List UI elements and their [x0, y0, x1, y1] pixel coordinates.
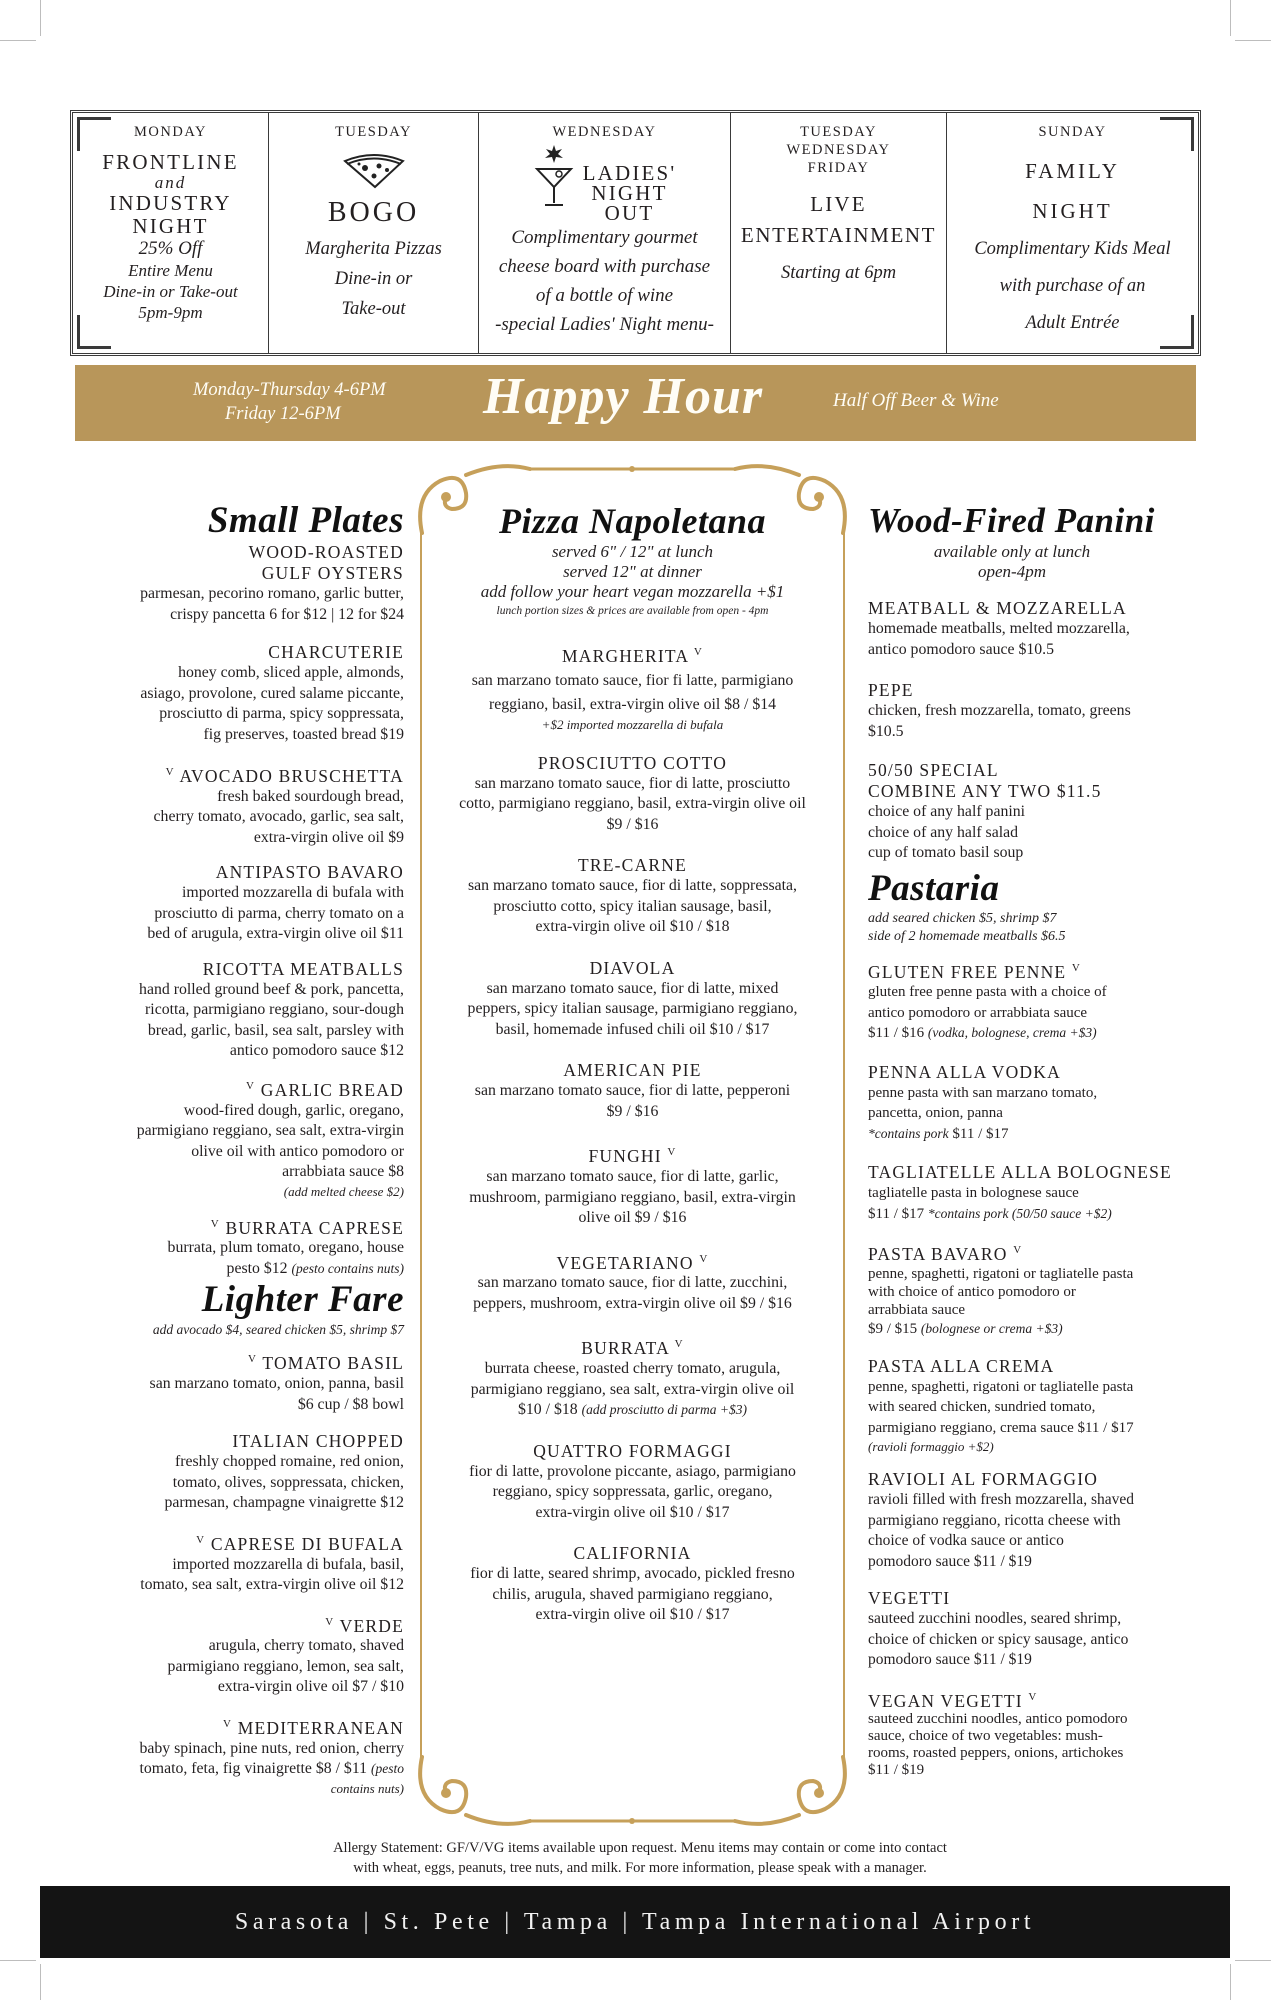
item-name: TOMATO BASIL: [262, 1353, 404, 1374]
menu-item: [90, 1612, 404, 1698]
special-title-line: FAMILY: [1025, 159, 1120, 183]
item-name: AMERICAN PIE: [563, 1060, 702, 1081]
item-note: (pesto contains nuts): [291, 1260, 404, 1276]
item-description: extra-virgin olive oil $10 / $18: [535, 918, 730, 936]
special-day: FRIDAY: [807, 160, 870, 176]
item-name: MEATBALL & MOZZARELLA: [868, 598, 1127, 618]
section-note: side of 2 homemade meatballs $6.5: [868, 928, 1066, 944]
special-day: SUNDAY: [1038, 124, 1107, 140]
item-description: fior di latte, provolone piccante, asiago, parmigiano: [469, 1462, 796, 1480]
menu-item: [90, 862, 404, 945]
item-description: $10 / $18: [518, 1401, 578, 1419]
item-description: tomato, olives, soppressata, chicken,: [172, 1473, 404, 1491]
crop-mark: [1230, 1964, 1231, 2000]
item-name: PENNA ALLA VODKA: [868, 1061, 1061, 1082]
item-note: (add prosciutto di parma +$3): [581, 1402, 747, 1418]
menu-item: [868, 1356, 1186, 1456]
special-live-entertainment: [731, 113, 947, 353]
item-description: fresh baked sourdough bread,: [217, 787, 404, 805]
happy-hour-times: [193, 378, 386, 426]
item-description: san marzano tomato sauce, fior di latte, prosciutto: [474, 774, 791, 792]
item-name: TAGLIATELLE ALLA BOLOGNESE: [868, 1162, 1172, 1183]
happy-hour-time-line: Friday 12-6PM: [225, 404, 341, 424]
menu-item: [90, 642, 404, 745]
menu-item: [90, 1714, 404, 1797]
item-name: AVOCADO BRUSCHETTA: [179, 765, 404, 786]
gold-frame-line: [843, 515, 845, 1765]
allergy-line: with wheat, eggs, peanuts, tree nuts, and milk. For more information, please speak with a manager.: [353, 1860, 927, 1876]
special-wednesday: [479, 113, 731, 353]
item-name: BURRATA CAPRESE: [225, 1217, 404, 1238]
menu-item: [90, 1431, 404, 1514]
item-description: burrata cheese, roasted cherry tomato, arugula,: [484, 1360, 781, 1378]
section-note: lunch portion sizes & prices are available from open - 4pm: [496, 605, 769, 617]
allergy-line: Allergy Statement: GF/V/VG items available upon request. Menu items may contain or come into contact: [333, 1840, 947, 1856]
scroll-ornament-bottom: [400, 1745, 865, 1835]
vegetarian-mark: V: [1071, 961, 1082, 974]
vegetarian-mark: V: [1028, 1690, 1038, 1703]
special-day: WEDNESDAY: [786, 142, 891, 158]
menu-item: [868, 1162, 1186, 1224]
item-description: $9 / $16: [606, 815, 659, 833]
item-description: parmesan, champagne vinaigrette $12: [164, 1494, 404, 1512]
menu-item: [90, 542, 404, 625]
item-name: VERDE: [339, 1615, 404, 1636]
item-description: antico pomodoro sauce $10.5: [868, 640, 1055, 658]
section-title-panini: Wood-Fired Panini: [868, 501, 1155, 540]
special-title-line: NIGHT: [591, 181, 668, 205]
menu-item: [430, 1060, 835, 1122]
menu-item: [868, 598, 1186, 660]
item-note: *contains pork (50/50 sauce +$2): [927, 1205, 1112, 1221]
item-description: bread, garlic, basil, sea salt, parsley with: [147, 1021, 404, 1039]
item-name: DIAVOLA: [589, 957, 676, 978]
special-detail: Margherita Pizzas: [305, 239, 442, 259]
menu-item: [430, 753, 835, 836]
item-description: parmesan, pecorino romano, garlic butter,: [140, 585, 404, 602]
item-description: prosciutto di parma, spicy soppressata,: [159, 705, 404, 722]
weekly-specials-frame: [70, 110, 1201, 356]
vegetarian-mark: V: [674, 1338, 684, 1351]
special-detail: 5pm-9pm: [138, 303, 203, 322]
item-description: olive oil $9 / $16: [578, 1209, 687, 1227]
item-description: san marzano tomato sauce, fior di latte, mixed: [486, 979, 779, 997]
menu-item: [90, 1349, 404, 1415]
special-detail: Complimentary Kids Meal: [974, 239, 1171, 259]
item-description: gluten free penne pasta with a choice of: [868, 984, 1107, 1001]
item-description: san marzano tomato sauce, fior di latte, garlic,: [486, 1168, 779, 1186]
special-detail: Adult Entrée: [1025, 313, 1120, 333]
item-description: ricotta, parmigiano reggiano, sour-dough: [145, 1001, 404, 1019]
item-description: arrabbiata sauce: [868, 1302, 966, 1319]
special-monday: [73, 113, 269, 353]
menu-item: [868, 680, 1186, 742]
special-detail: 25% Off: [138, 238, 203, 259]
vegetarian-mark: V: [222, 1717, 233, 1730]
item-name: MEDITERRANEAN: [237, 1717, 404, 1738]
item-description: choice of chicken or spicy sausage, antico: [868, 1630, 1129, 1648]
item-description: san marzano tomato sauce, fior di latte, soppressata,: [468, 877, 797, 895]
section-title-lighter-fare: Lighter Fare: [201, 1279, 404, 1321]
item-name: PASTA ALLA CREMA: [868, 1355, 1055, 1376]
item-name: CAPRESE DI BUFALA: [210, 1533, 404, 1554]
menu-item: [430, 1543, 835, 1626]
special-detail: Starting at 6pm: [780, 263, 897, 283]
item-description: ravioli filled with fresh mozzarella, shaved: [868, 1491, 1134, 1509]
special-detail: Complimentary gourmet: [511, 227, 698, 248]
crop-mark: [40, 0, 41, 36]
item-description: reggiano, basil, extra-virgin olive oil $8 / $14: [488, 695, 777, 713]
menu-item: [90, 762, 404, 848]
item-name: TRE-CARNE: [578, 855, 687, 876]
item-description: $11 / $17: [952, 1125, 1009, 1142]
item-name: CALIFORNIA: [573, 1543, 692, 1564]
item-note: *contains pork: [868, 1125, 949, 1141]
item-description: burrata, plum tomato, oregano, house: [167, 1239, 404, 1257]
menu-item: [90, 1530, 404, 1596]
section-note: available only at lunch: [933, 542, 1091, 561]
item-description: tomato, feta, fig vinaigrette $8 / $11: [139, 1760, 368, 1778]
item-description: wood-fired dough, garlic, oregano,: [183, 1101, 404, 1119]
vegetarian-mark: V: [210, 1217, 220, 1230]
item-description: choice of vodka sauce or antico: [868, 1532, 1064, 1550]
item-note: +$2 imported mozzarella di bufala: [541, 716, 724, 732]
item-name: RAVIOLI AL FORMAGGIO: [868, 1469, 1099, 1490]
item-description: san marzano tomato sauce, fior di latte, pepperoni: [474, 1082, 791, 1100]
item-description: bed of arugula, extra-virgin olive oil $11: [147, 925, 404, 943]
item-name: FUNGHI: [588, 1146, 662, 1167]
pizza-slice-icon: [341, 151, 407, 191]
section-note: add follow your heart vegan mozzarella +$1: [480, 582, 785, 601]
item-name: COMBINE ANY TWO $11.5: [868, 781, 1102, 801]
menu-item: [868, 1687, 1186, 1780]
vegetarian-mark: V: [693, 646, 704, 658]
crop-mark: [1230, 0, 1231, 36]
item-description: fior di latte, seared shrimp, avocado, pickled fresno: [470, 1565, 795, 1583]
item-description: with seared chicken, sundried tomato,: [868, 1399, 1096, 1416]
item-description: cherry tomato, avocado, garlic, sea salt,: [153, 808, 404, 826]
item-description: basil, homemade infused chili oil $10 / $17: [495, 1020, 770, 1038]
item-description: parmigiano reggiano, lemon, sea salt,: [167, 1657, 404, 1675]
vegetarian-mark: V: [246, 1079, 256, 1092]
happy-hour-time-line: Monday-Thursday 4-6PM: [193, 380, 386, 400]
item-note: (pesto: [371, 1761, 404, 1777]
item-description: baby spinach, pine nuts, red onion, cherry: [139, 1739, 404, 1757]
special-title-line: NIGHT: [132, 214, 209, 238]
vegetarian-mark: V: [247, 1353, 258, 1366]
item-description: san marzano tomato sauce, fior di latte, zucchini,: [477, 1274, 788, 1292]
item-description: arugula, cherry tomato, shaved: [208, 1637, 404, 1655]
martini-glass-icon: [533, 143, 575, 209]
item-description: pancetta, onion, panna: [868, 1105, 1003, 1122]
special-detail: of a bottle of wine: [535, 285, 674, 306]
vegetarian-mark: V: [1013, 1244, 1023, 1257]
special-detail: -special Ladies' Night menu-: [495, 314, 714, 335]
item-name: GULF OYSTERS: [261, 563, 404, 583]
item-description: tomato, sea salt, extra-virgin olive oil $12: [140, 1576, 404, 1594]
special-day: TUESDAY: [800, 124, 877, 140]
vegetarian-mark: V: [165, 766, 175, 778]
item-name: PROSCIUTTO COTTO: [537, 752, 728, 773]
item-name: 50/50 SPECIAL: [868, 760, 999, 780]
crop-mark: [40, 1964, 41, 2000]
special-detail: with purchase of an: [999, 276, 1146, 296]
item-name: MARGHERITA: [561, 645, 689, 666]
item-description: antico pomodoro or arrabbiata sauce: [868, 1004, 1088, 1021]
item-name: VEGETTI: [868, 1588, 951, 1609]
item-description: penne, spaghetti, rigatoni or tagliatelle pasta: [868, 1378, 1134, 1395]
special-title-line: and: [154, 173, 187, 192]
special-detail: Dine-in or: [334, 269, 413, 289]
section-note: served 6" / 12" at lunch: [551, 542, 714, 561]
special-detail: cheese board with purchase: [498, 256, 711, 277]
item-note: (vodka, bolognese, crema +$3): [927, 1025, 1097, 1041]
section-title-pastaria: Pastaria: [868, 867, 1000, 909]
menu-item: [430, 958, 835, 1041]
menu-item: [90, 959, 404, 1062]
item-description: prosciutto cotto, spicy italian sausage, basil,: [493, 897, 772, 915]
menu-item: [430, 1249, 835, 1315]
item-name: GLUTEN FREE PENNE: [868, 961, 1067, 982]
item-description: honey comb, sliced apple, almonds,: [178, 664, 404, 681]
special-tuesday: [269, 113, 479, 353]
item-description: chilis, arugula, shaved parmigiano reggiano,: [492, 1585, 773, 1603]
item-description: extra-virgin olive oil $7 / $10: [217, 1678, 404, 1696]
item-description: prosciutto di parma, cherry tomato on a: [154, 904, 404, 922]
item-description: parmigiano reggiano, ricotta cheese with: [868, 1511, 1121, 1529]
item-description: extra-virgin olive oil $9: [253, 828, 404, 846]
special-title-line: LADIES': [582, 161, 677, 185]
vegetarian-mark: V: [196, 1533, 206, 1546]
item-description: extra-virgin olive oil $10 / $17: [535, 1606, 730, 1624]
item-name: QUATTRO FORMAGGI: [533, 1440, 732, 1461]
item-description: extra-virgin olive oil $10 / $17: [535, 1503, 730, 1521]
item-description: san marzano tomato, onion, panna, basil: [149, 1375, 404, 1393]
section-title-pizza: Pizza Napoletana: [498, 501, 766, 541]
locations-footer: [40, 1886, 1230, 1958]
item-name: ITALIAN CHOPPED: [232, 1431, 404, 1452]
item-note: (ravioli formaggio +$2): [868, 1439, 994, 1455]
item-description: arrabbiata sauce $8: [282, 1163, 404, 1181]
item-description: parmigiano reggiano, crema sauce $11 / $17: [868, 1419, 1134, 1436]
item-description: pomodoro sauce $11 / $19: [868, 1552, 1032, 1570]
happy-hour-banner: [75, 365, 1196, 441]
special-sunday: [947, 113, 1198, 353]
item-description: chicken, fresh mozzarella, tomato, greens: [868, 702, 1131, 719]
section-note: served 12" at dinner: [563, 562, 702, 581]
item-description: pomodoro sauce $11 / $19: [868, 1651, 1032, 1669]
item-description: homemade meatballs, melted mozzarella,: [868, 620, 1130, 637]
item-description: pesto $12: [226, 1259, 288, 1277]
section-note: add avocado $4, seared chicken $5, shrimp $7: [152, 1322, 404, 1338]
vegetarian-mark: V: [699, 1252, 709, 1265]
item-description: mushroom, parmigiano reggiano, basil, extra-virgin: [469, 1188, 796, 1206]
item-description: cotto, parmigiano reggiano, basil, extra-virgin olive oil: [459, 795, 806, 813]
item-name: VEGETARIANO: [556, 1252, 694, 1273]
item-name: PEPE: [868, 680, 914, 700]
menu-item: [90, 1214, 404, 1280]
section-title-small-plates: Small Plates: [207, 500, 404, 541]
menu-item: [868, 1240, 1186, 1339]
special-day: MONDAY: [134, 124, 207, 140]
special-day: TUESDAY: [335, 124, 412, 140]
allergy-statement: [260, 1838, 1020, 1878]
item-description: $11 / $16: [868, 1025, 925, 1042]
item-description: $6 cup / $8 bowl: [297, 1395, 404, 1413]
item-description: san marzano tomato sauce, fior fi latte, parmigiano: [471, 671, 794, 689]
item-note: contains nuts): [330, 1780, 404, 1796]
item-description: parmigiano reggiano, sea salt, extra-virgin: [136, 1122, 404, 1140]
menu-item: [430, 642, 835, 733]
item-description: $11 / $17: [868, 1205, 925, 1222]
item-description: $9 / $15: [868, 1321, 918, 1338]
section-note: open-4pm: [978, 562, 1046, 581]
happy-hour-title: Happy Hour: [483, 368, 764, 425]
special-title-line: BOGO: [327, 197, 420, 228]
item-description: imported mozzarella di bufala with: [182, 884, 404, 902]
item-description: crispy pancetta 6 for $12 | 12 for $24: [170, 605, 404, 623]
item-description: peppers, spicy italian sausage, parmigiano reggiano,: [467, 1000, 798, 1018]
crop-mark: [0, 40, 36, 41]
item-description: choice of any half panini: [868, 803, 1026, 820]
item-name: PASTA BAVARO: [868, 1244, 1008, 1265]
item-name: ANTIPASTO BAVARO: [215, 862, 404, 883]
menu-item: [868, 760, 1186, 864]
item-note: (add melted cheese $2): [283, 1183, 404, 1199]
crop-mark: [1235, 40, 1271, 41]
item-description: penne pasta with san marzano tomato,: [868, 1084, 1098, 1101]
middle-menu-column: [430, 500, 835, 1626]
menu-item: [868, 1062, 1186, 1145]
section-note: add seared chicken $5, shrimp $7: [868, 910, 1057, 926]
item-description: $10.5: [868, 722, 904, 740]
item-description: sauce, choice of two vegetables: mush-: [868, 1728, 1103, 1745]
special-title-line: FRONTLINE: [102, 150, 239, 174]
item-name: BURRATA: [581, 1338, 669, 1359]
item-description: sauteed zucchini noodles, antico pomodoro: [868, 1711, 1128, 1728]
crop-mark: [1235, 1960, 1271, 1961]
item-description: choice of any half salad: [868, 823, 1019, 841]
vegetarian-mark: V: [325, 1615, 335, 1628]
special-title-line: ENTERTAINMENT: [740, 223, 937, 247]
vegetarian-mark: V: [667, 1146, 677, 1159]
menu-item: [868, 1469, 1186, 1572]
item-description: penne, spaghetti, rigatoni or tagliatelle pasta: [868, 1266, 1134, 1283]
menu-item: [430, 1441, 835, 1524]
item-description: antico pomodoro sauce $12: [229, 1042, 404, 1060]
left-menu-column: [90, 500, 404, 1797]
item-name: RICOTTA MEATBALLS: [202, 958, 404, 979]
special-detail: Dine-in or Take-out: [103, 282, 238, 301]
locations-list: Sarasota | St. Pete | Tampa | Tampa International Airport: [234, 1908, 1036, 1935]
menu-item: [868, 958, 1186, 1044]
item-description: sauteed zucchini noodles, seared shrimp,: [868, 1610, 1122, 1628]
item-description: imported mozzarella di bufala, basil,: [172, 1555, 404, 1573]
item-description: olive oil with antico pomodoro or: [191, 1142, 404, 1160]
item-description: freshly chopped romaine, red onion,: [175, 1453, 404, 1471]
special-title-line: LIVE: [810, 192, 867, 216]
menu-item: [430, 855, 835, 938]
item-description: cup of tomato basil soup: [868, 844, 1024, 861]
special-detail: Entire Menu: [128, 261, 213, 280]
menu-item: [868, 1588, 1186, 1671]
item-description: with choice of antico pomodoro or: [868, 1284, 1076, 1301]
special-day: WEDNESDAY: [552, 124, 657, 140]
happy-hour-deal: Half Off Beer & Wine: [833, 390, 999, 411]
item-description: asiago, provolone, cured salame piccante,: [140, 684, 404, 702]
special-detail: Take-out: [341, 299, 406, 319]
menu-item: [430, 1334, 835, 1420]
item-description: fig preserves, toasted bread $19: [203, 725, 404, 743]
menu-item: [90, 1076, 404, 1200]
item-description: parmigiano reggiano, sea salt, extra-virgin olive oil: [470, 1380, 795, 1398]
gold-frame-line: [420, 515, 422, 1765]
special-title-line: OUT: [604, 201, 655, 225]
right-menu-column: [868, 500, 1186, 1779]
item-name: VEGAN VEGETTI: [868, 1690, 1023, 1711]
item-description: reggiano, spicy soppressata, garlic, oregano,: [492, 1483, 773, 1501]
item-name: CHARCUTERIE: [268, 642, 404, 662]
special-title-line: INDUSTRY: [109, 191, 232, 215]
item-name: WOOD-ROASTED: [248, 542, 404, 562]
item-description: $9 / $16: [606, 1102, 659, 1120]
item-description: peppers, mushroom, extra-virgin olive oil $9 / $16: [473, 1294, 792, 1312]
item-note: (bolognese or crema +$3): [920, 1321, 1063, 1337]
item-description: rooms, roasted peppers, onions, artichokes: [868, 1745, 1124, 1762]
menu-item: [430, 1142, 835, 1228]
item-description: hand rolled ground beef & pork, pancetta,: [139, 980, 404, 998]
item-description: $11 / $19: [868, 1762, 925, 1779]
special-title-line: NIGHT: [1032, 199, 1113, 223]
item-name: GARLIC BREAD: [260, 1079, 404, 1100]
crop-mark: [0, 1960, 36, 1961]
item-description: tagliatelle pasta in bolognese sauce: [868, 1185, 1079, 1202]
